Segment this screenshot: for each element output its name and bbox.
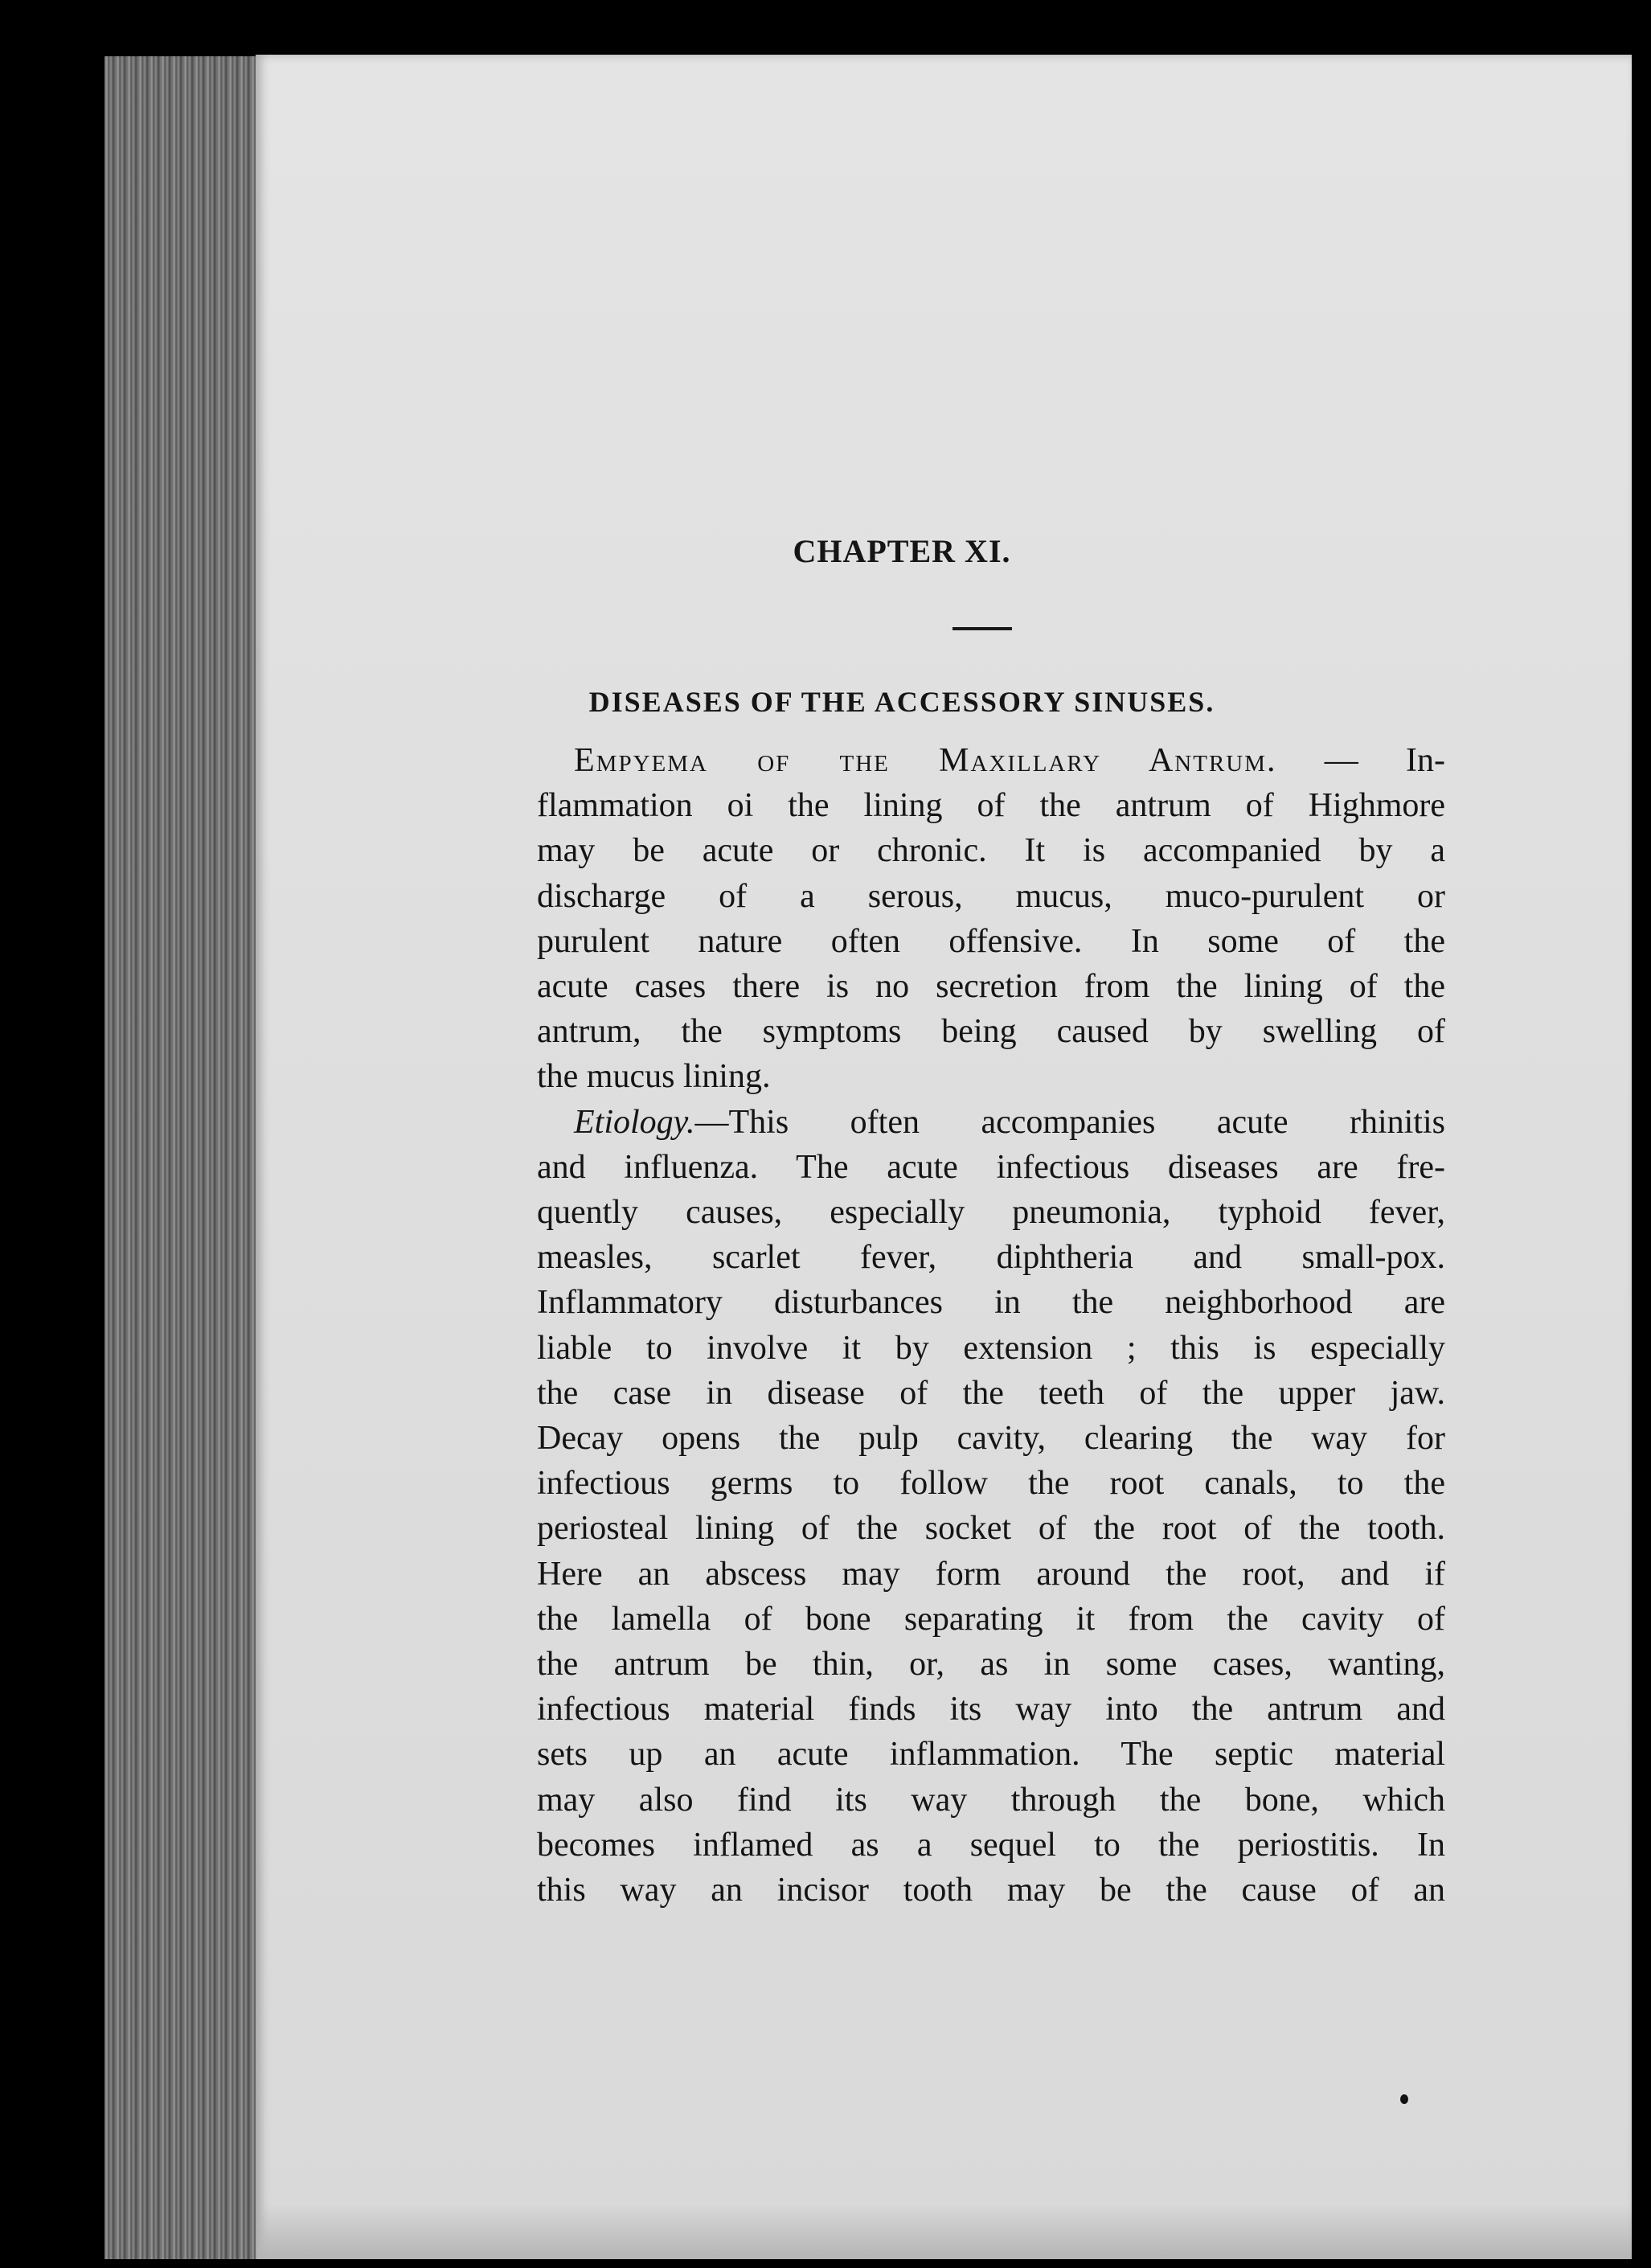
text-line: flammation oi the lining of the antrum of Highmore <box>537 787 1445 825</box>
text-line: may also find its way through the bone, which <box>537 1781 1445 1819</box>
text-line: and influenza. The acute infectious diseases are fre- <box>537 1148 1445 1186</box>
text-line: becomes inflamed as a sequel to the periostitis. In <box>537 1826 1445 1864</box>
text-line: Decay opens the pulp cavity, clearing the way for <box>537 1420 1445 1458</box>
text-line: discharge of a serous, mucus, muco-purulent or <box>537 877 1445 915</box>
text-line: antrum, the symptoms being caused by swelling of <box>537 1013 1445 1051</box>
text-line: infectious material finds its way into the antrum and <box>537 1691 1445 1729</box>
text-line: purulent nature often offensive. In some of the <box>537 922 1445 960</box>
paragraph-heading: Empyema of the Maxillary Antrum. <box>574 742 1277 779</box>
text-line: periosteal lining of the socket of the root of the tooth. <box>537 1510 1445 1548</box>
body-text <box>537 738 1445 1913</box>
section-title: DISEASES OF THE ACCESSORY SINUSES. <box>588 686 1215 718</box>
title-rule <box>952 627 1012 630</box>
text-line: Empyema of the Maxillary Antrum. — In- <box>574 742 1445 779</box>
text-line: infectious germs to follow the root canals, to the <box>537 1465 1445 1503</box>
text-line: liable to involve it by extension ; this is especially <box>537 1329 1445 1367</box>
text-line: sets up an acute inflammation. The septic material <box>537 1736 1445 1774</box>
text-line: the case in disease of the teeth of the upper jaw. <box>537 1374 1445 1412</box>
page-bottom-shadow <box>257 2203 1632 2259</box>
text-line: Etiology.—This often accompanies acute rhinitis <box>574 1103 1445 1141</box>
paragraph-heading: Etiology. <box>574 1103 695 1141</box>
text-line: Here an abscess may form around the root, and if <box>537 1555 1445 1593</box>
text-line: the antrum be thin, or, as in some cases, wanting, <box>537 1646 1445 1684</box>
ink-speck <box>1400 2094 1408 2104</box>
text-line: may be acute or chronic. It is accompanied by a <box>537 832 1445 870</box>
text-line: this way an incisor tooth may be the cause of an <box>537 1872 1445 1909</box>
text-line: quently causes, especially pneumonia, typhoid fever, <box>537 1194 1445 1232</box>
text-line: acute cases there is no secretion from the lining of the <box>537 968 1445 1006</box>
text-line: measles, scarlet fever, diphtheria and small-pox. <box>537 1239 1445 1277</box>
text-line: the mucus lining. <box>537 1058 771 1096</box>
text-line: the lamella of bone separating it from the cavity of <box>537 1600 1445 1638</box>
chapter-title: CHAPTER XI. <box>793 533 1011 569</box>
page-edges <box>104 56 257 2259</box>
text-line: Inflammatory disturbances in the neighborhood are <box>537 1284 1445 1322</box>
